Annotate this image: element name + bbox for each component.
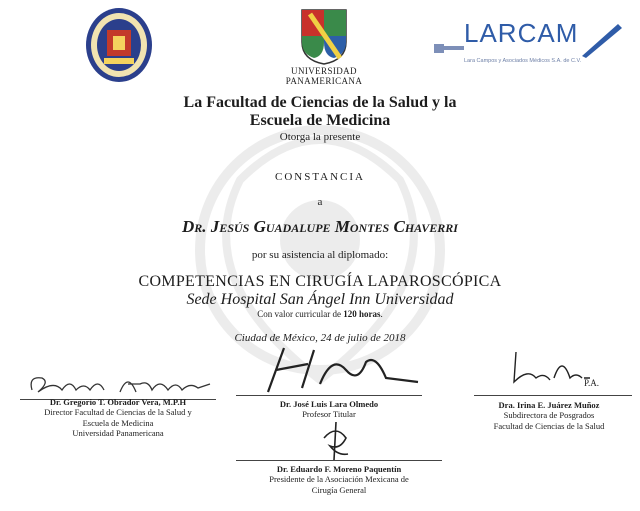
curricular-value-suffix: . [380, 309, 383, 319]
curricular-hours: 120 horas [343, 309, 381, 319]
signature-center [262, 344, 422, 396]
signature-left [24, 370, 214, 400]
university-name [268, 66, 380, 86]
signature-bottom [316, 420, 356, 464]
larcam-logo [430, 18, 630, 70]
signatory-right-role-line: Facultad de Ciencias de la Salud [493, 420, 605, 431]
signatory-left-role [10, 407, 226, 439]
larcam-subtitle: Lara Campos y Asociados Médicos S.A. de C.V. [464, 58, 582, 64]
faculty-title-line1: La Facultad de Ciencias de la Salud y la [183, 94, 457, 111]
university-name-line2: PANAMERICANA [285, 76, 363, 86]
laparoscope-icon [432, 36, 464, 62]
signatory-right-role [464, 410, 634, 431]
signatory-bottom-role-line: Cirugía General [311, 484, 367, 495]
signatory-left-name: Dr. Gregorio T. Obrador Vera, M.P.H [49, 397, 187, 407]
place-and-date: Ciudad de México, 24 de julio de 2018 [234, 332, 406, 344]
university-seal-logo [84, 6, 154, 84]
signatory-left-role-line: Director Facultad de Ciencias de la Salud y [44, 407, 192, 417]
signatory-right-role-line: Subdirectora de Posgrados [503, 410, 595, 420]
curricular-value-prefix: Con valor curricular de [257, 309, 341, 319]
signatory-bottom-role-line: Presidente de la Asociación Mexicana de [269, 474, 409, 484]
scalpel-icon [578, 20, 624, 58]
signatory-bottom-name: Dr. Eduardo F. Moreno Paquentín [276, 464, 402, 474]
svg-text:P.A.: P.A. [584, 378, 600, 388]
document-type: CONSTANCIA [274, 171, 365, 183]
signature-right [488, 348, 608, 388]
curricular-value [0, 309, 640, 319]
to-word: a [317, 196, 323, 208]
signature-line-bottom [236, 460, 442, 461]
attendance-text: por su asistencia al diplomado: [251, 249, 389, 261]
university-shield-icon [300, 8, 348, 66]
course-venue: Sede Hospital San Ángel Inn Universidad [186, 291, 454, 308]
faculty-title-line2: Escuela de Medicina [249, 112, 391, 129]
course-title: COMPETENCIAS EN CIRUGÍA LAPAROSCÓPICA [138, 273, 502, 290]
grants-text: Otorga la presente [279, 131, 361, 143]
signatory-right-name: Dra. Irina E. Juárez Muñoz [498, 400, 600, 410]
signature-line-center [236, 395, 422, 396]
signatory-center-role [236, 409, 422, 420]
signature-line-right [474, 395, 632, 396]
signatory-left-role-line: Escuela de Medicina [82, 417, 154, 428]
signatory-bottom-role [226, 474, 452, 495]
signatory-left-role-line: Universidad Panamericana [72, 428, 164, 438]
university-name-line1: UNIVERSIDAD [291, 66, 357, 76]
signatory-center-name: Dr. José Luis Lara Olmedo [279, 399, 379, 409]
larcam-name: LARCAM [464, 18, 579, 48]
signatory-center-role-line: Profesor Titular [302, 409, 356, 419]
recipient-name: Dr. Jesús Guadalupe Montes Chaverri [182, 217, 458, 236]
universidad-panamericana-logo [268, 8, 380, 86]
